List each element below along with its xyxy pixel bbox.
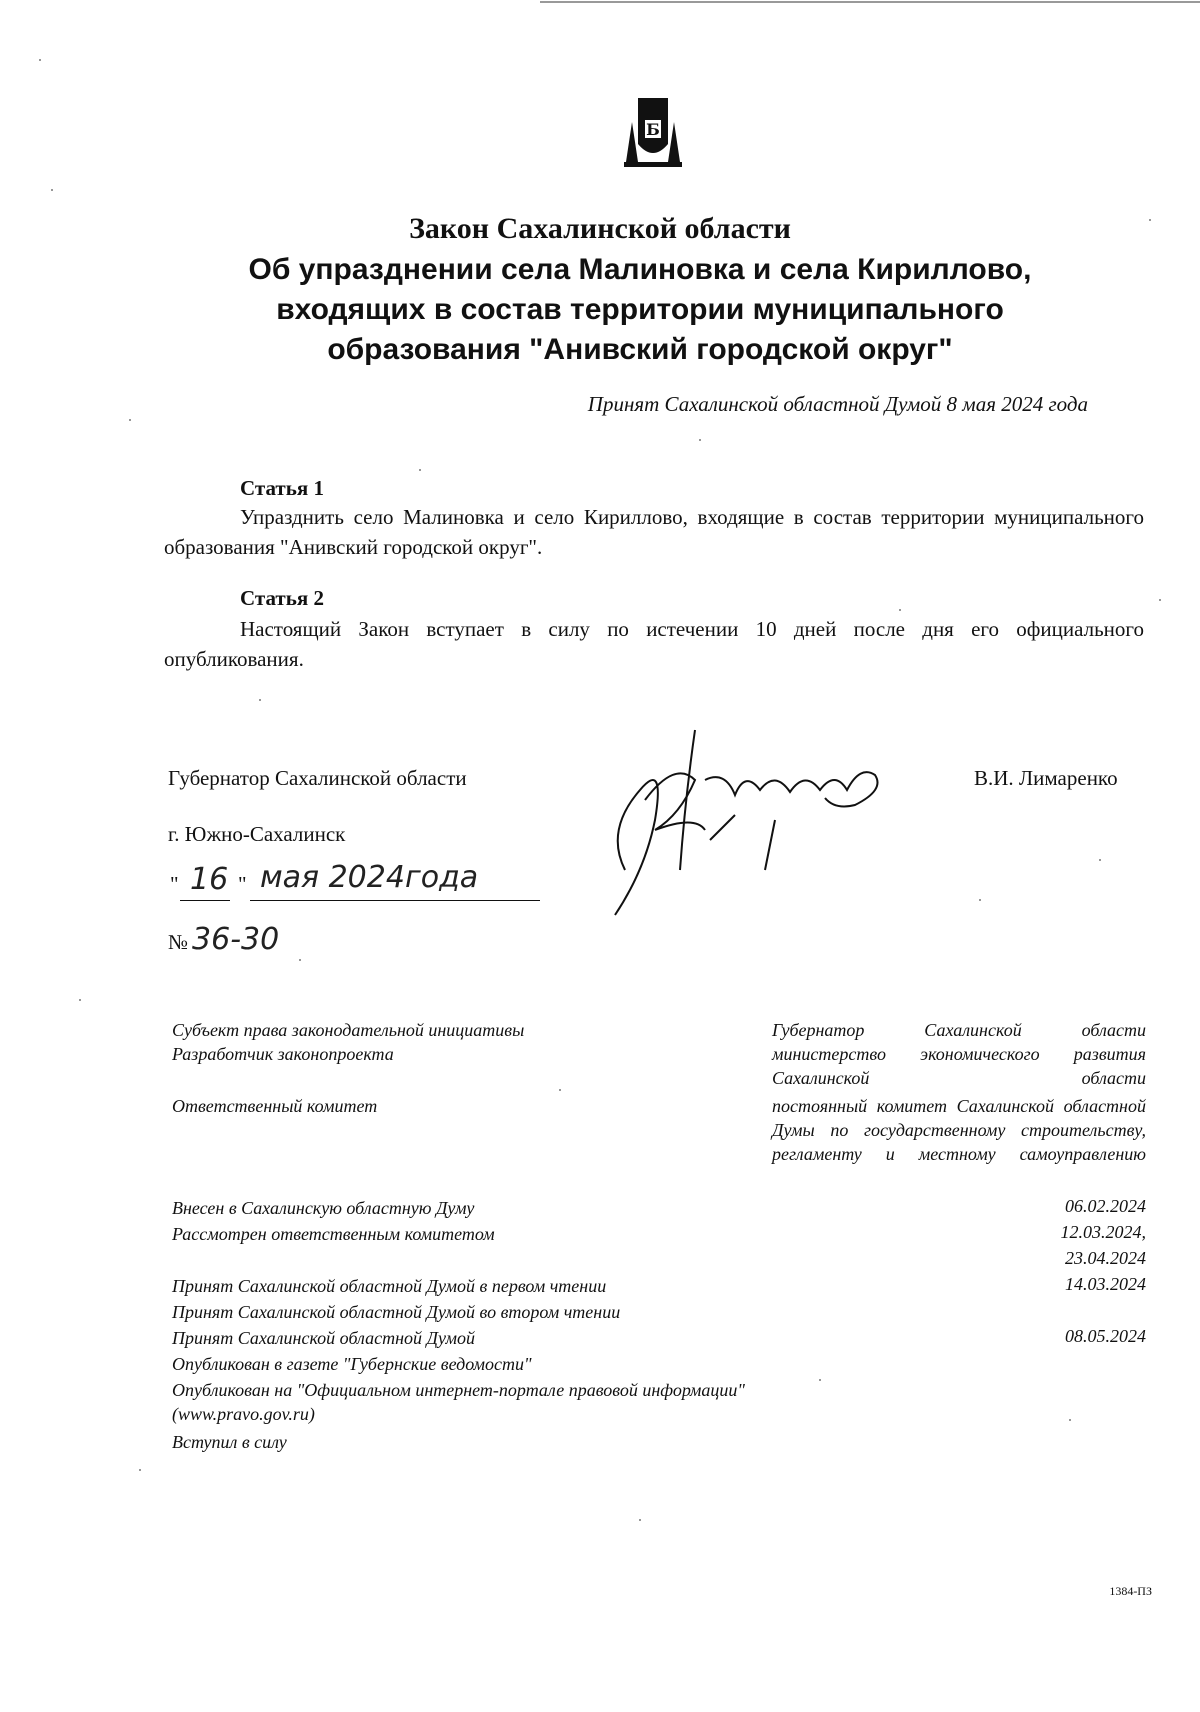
subject-line: образования "Анивский городской округ" <box>327 333 953 366</box>
signing-city: г. Южно-Сахалинск <box>168 822 346 846</box>
quote-mark: " <box>238 872 247 896</box>
subject-line: входящих в состав территории муниципального <box>276 293 1004 326</box>
svg-text:Б: Б <box>646 120 660 139</box>
document-title: Закон Сахалинской области <box>409 212 791 245</box>
law-number <box>168 922 279 957</box>
stage-label: Опубликован в газете "Губернские ведомости" <box>172 1354 532 1374</box>
date-underline <box>250 900 540 901</box>
date-underline <box>180 900 230 901</box>
stage-label: Принят Сахалинской областной Думой <box>172 1328 476 1348</box>
meta-label: Субъект права законодательной инициативы <box>172 1020 525 1040</box>
stage-label: Опубликован на "Официальном интернет-портале правовой информации" (www.pravo.gov.ru) <box>172 1380 745 1424</box>
stage-label: Вступил в силу <box>172 1432 287 1452</box>
stage-date: 14.03.2024 <box>1065 1274 1146 1294</box>
meta-value: министерство экономического развития Сахалинской области <box>772 1044 1146 1088</box>
stage-label: Внесен в Сахалинскую областную Думу <box>172 1198 475 1218</box>
stage-label: Рассмотрен ответственным комитетом <box>172 1224 495 1244</box>
stage-date: 08.05.2024 <box>1065 1326 1146 1346</box>
stage-date: 23.04.2024 <box>1065 1248 1146 1268</box>
stage-label: Принят Сахалинской областной Думой в первом чтении <box>172 1276 607 1296</box>
signatory-name: В.И. Лимаренко <box>974 766 1118 790</box>
stage-label: Принят Сахалинской областной Думой во втором чтении <box>172 1302 621 1322</box>
stage-date: 12.03.2024, <box>1060 1222 1146 1242</box>
coat-of-arms-emblem <box>618 92 688 176</box>
number-value: 36-30 <box>192 922 280 957</box>
document-code: 1384-ПЗ <box>1109 1584 1152 1598</box>
stage-date: 06.02.2024 <box>1065 1196 1146 1216</box>
meta-value: постоянный комитет Сахалинской областной Думы по государственному строительству, регламенту и местному самоуправлению <box>772 1096 1146 1164</box>
quote-mark: " <box>170 872 179 896</box>
adoption-note: Принят Сахалинской областной Думой 8 мая 2024 года <box>587 392 1088 416</box>
meta-label: Ответственный комитет <box>172 1096 378 1116</box>
signing-date <box>170 860 540 908</box>
number-sign: № <box>168 930 189 954</box>
signatory-position: Губернатор Сахалинской области <box>168 766 467 790</box>
law-subject-heading <box>200 250 1080 370</box>
date-month-year: мая 2024года <box>260 860 479 895</box>
meta-value: Губернатор Сахалинской области <box>772 1020 1146 1040</box>
subject-line: Об упразднении села Малиновка и села Кириллово, <box>248 253 1032 286</box>
article-1-heading: Статья 1 <box>240 476 324 500</box>
meta-label: Разработчик законопроекта <box>172 1044 394 1064</box>
article-2-heading: Статья 2 <box>240 586 324 610</box>
article-1-text: Упразднить село Малиновка и село Кириллово, входящие в состав территории муниципального образования "Анивский городской округ". <box>164 505 1144 559</box>
date-day: 16 <box>190 862 229 897</box>
article-2-text: Настоящий Закон вступает в силу по истечении 10 дней после дня его официального опубликования. <box>164 617 1144 671</box>
handwritten-signature <box>585 720 915 920</box>
